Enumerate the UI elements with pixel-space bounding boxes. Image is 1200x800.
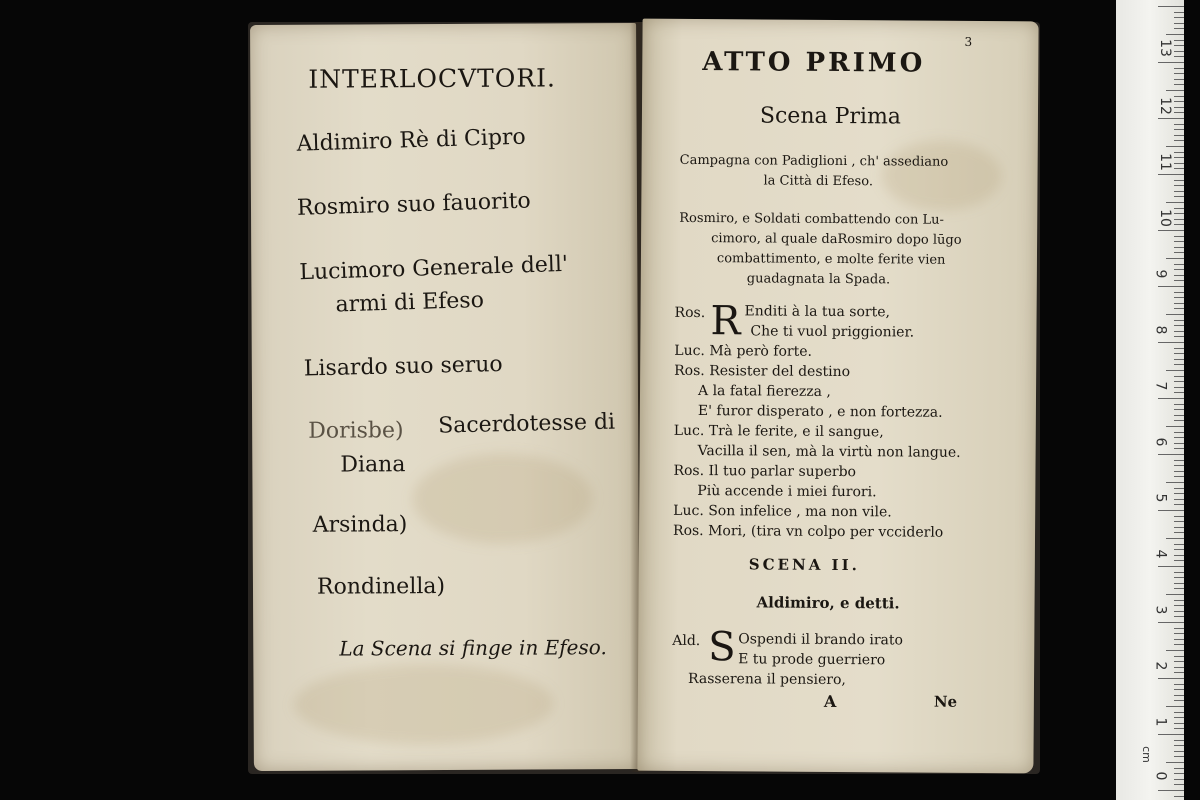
ruler-tick bbox=[1158, 342, 1184, 343]
ruler-tick bbox=[1158, 622, 1184, 623]
ruler-tick bbox=[1174, 252, 1184, 253]
ruler-tick bbox=[1174, 157, 1184, 158]
dialogue-line: Enditi à la tua sorte, bbox=[744, 303, 891, 321]
ruler-tick bbox=[1174, 555, 1184, 556]
dialogue-line: Ros. Mori, (tira vn colpo per vcciderlo bbox=[672, 522, 944, 541]
ruler-tick bbox=[1174, 213, 1184, 214]
paper-stain bbox=[881, 140, 1001, 211]
ruler-tick bbox=[1158, 174, 1184, 175]
ruler-tick bbox=[1174, 40, 1184, 41]
ruler-tick bbox=[1174, 437, 1184, 438]
ruler-tick bbox=[1174, 723, 1184, 724]
ruler-label: 5 bbox=[1152, 493, 1169, 503]
dialogue-line: E tu prode guerriero bbox=[738, 651, 886, 669]
ruler-label: 10 bbox=[1156, 209, 1173, 227]
character-rosmiro: Rosmiro suo fauorito bbox=[296, 188, 532, 221]
ruler-tick bbox=[1174, 768, 1184, 769]
ruler-tick bbox=[1174, 532, 1184, 533]
ruler-tick bbox=[1174, 644, 1184, 645]
dialogue-line: Vacilla il sen, mà la virtù non langue. bbox=[697, 443, 961, 461]
ruler-tick bbox=[1166, 314, 1184, 315]
act-title: ATTO PRIMO bbox=[702, 47, 926, 79]
ruler-tick bbox=[1174, 163, 1184, 164]
ruler-tick bbox=[1174, 303, 1184, 304]
scene-title: Scena Prima bbox=[759, 103, 902, 130]
ruler-tick bbox=[1174, 773, 1184, 774]
scene-ii-title: SCENA II. bbox=[748, 555, 860, 575]
ruler-tick bbox=[1174, 415, 1184, 416]
ruler-tick bbox=[1166, 202, 1184, 203]
dialogue-line: Ros. Il tuo parlar superbo bbox=[673, 462, 857, 481]
ruler-tick bbox=[1174, 51, 1184, 52]
ruler-tick bbox=[1174, 633, 1184, 634]
ruler-tick bbox=[1158, 454, 1184, 455]
ruler-tick bbox=[1174, 275, 1184, 276]
character-dorisbe: Dorisbe) bbox=[308, 418, 404, 444]
scene-ii-characters: Aldimiro, e detti. bbox=[756, 593, 900, 613]
dialogue-line: E' furor disperato , e non fortezza. bbox=[697, 403, 943, 421]
ruler-tick bbox=[1174, 101, 1184, 102]
ruler-tick bbox=[1166, 482, 1184, 483]
ruler-tick bbox=[1174, 269, 1184, 270]
ruler-tick bbox=[1174, 247, 1184, 248]
character-lucimoro: Lucimoro Generale dell' bbox=[299, 251, 569, 286]
ruler-tick bbox=[1166, 90, 1184, 91]
ruler-tick bbox=[1174, 219, 1184, 220]
ruler-tick bbox=[1174, 488, 1184, 489]
ruler-tick bbox=[1174, 611, 1184, 612]
ruler-tick bbox=[1174, 628, 1184, 629]
ruler-tick bbox=[1166, 594, 1184, 595]
ruler-tick bbox=[1174, 45, 1184, 46]
ruler-tick bbox=[1174, 387, 1184, 388]
speaker-tag: Ald. bbox=[672, 632, 701, 650]
stage-direction-line: guadagnata la Spada. bbox=[746, 271, 891, 288]
ruler-tick bbox=[1174, 583, 1184, 584]
character-aldimiro: Aldimiro Rè di Cipro bbox=[296, 124, 527, 157]
ruler-tick bbox=[1174, 465, 1184, 466]
interlocutori-heading: INTERLOCVTORI. bbox=[308, 63, 557, 94]
diana-label: Diana bbox=[340, 452, 406, 478]
ruler-tick bbox=[1166, 762, 1184, 763]
ruler-tick bbox=[1166, 258, 1184, 259]
ruler-tick bbox=[1174, 56, 1184, 57]
ruler-tick bbox=[1174, 404, 1184, 405]
ruler-tick bbox=[1174, 672, 1184, 673]
ruler-tick bbox=[1174, 308, 1184, 309]
ruler-tick bbox=[1174, 241, 1184, 242]
ruler-tick bbox=[1174, 784, 1184, 785]
ruler-label: 9 bbox=[1152, 269, 1169, 279]
ruler-tick bbox=[1174, 168, 1184, 169]
ruler-tick bbox=[1174, 605, 1184, 606]
ruler-tick bbox=[1174, 740, 1184, 741]
ruler-tick bbox=[1174, 616, 1184, 617]
ruler-label: 2 bbox=[1152, 661, 1169, 671]
ruler-tick bbox=[1174, 191, 1184, 192]
ruler-tick bbox=[1174, 376, 1184, 377]
dialogue-line: Più accende i miei furori. bbox=[697, 483, 877, 501]
ruler-tick bbox=[1174, 521, 1184, 522]
ruler-tick bbox=[1174, 689, 1184, 690]
ruler-tick bbox=[1158, 510, 1184, 511]
ruler-tick bbox=[1174, 331, 1184, 332]
ruler-tick bbox=[1174, 185, 1184, 186]
ruler-label: 1 bbox=[1152, 717, 1169, 727]
ruler-tick bbox=[1166, 650, 1184, 651]
catchword: Ne bbox=[933, 692, 958, 711]
ruler-tick bbox=[1174, 224, 1184, 225]
ruler-tick bbox=[1174, 359, 1184, 360]
ruler-tick bbox=[1158, 118, 1184, 119]
ruler-tick bbox=[1174, 572, 1184, 573]
character-lisardo: Lisardo suo seruo bbox=[303, 351, 503, 382]
ruler-tick bbox=[1174, 68, 1184, 69]
left-page bbox=[250, 23, 640, 771]
ruler-tick bbox=[1174, 79, 1184, 80]
ruler-tick bbox=[1174, 381, 1184, 382]
character-lucimoro-cont: armi di Efeso bbox=[335, 287, 485, 318]
ruler-tick bbox=[1174, 84, 1184, 85]
stage-direction-line: combattimento, e molte ferite vien bbox=[716, 251, 946, 268]
ruler-tick bbox=[1166, 426, 1184, 427]
ruler-tick bbox=[1174, 460, 1184, 461]
ruler-tick bbox=[1174, 180, 1184, 181]
scene-location-note: La Scena si finge in Efeso. bbox=[339, 635, 607, 661]
ruler-tick bbox=[1174, 756, 1184, 757]
dialogue-line: Luc. Son infelice , ma non vile. bbox=[673, 502, 892, 521]
ruler-tick bbox=[1174, 409, 1184, 410]
character-arsinda: Arsinda) bbox=[312, 512, 408, 538]
ruler-tick bbox=[1174, 297, 1184, 298]
ruler-tick bbox=[1174, 107, 1184, 108]
ruler-tick bbox=[1174, 152, 1184, 153]
ruler-tick bbox=[1174, 364, 1184, 365]
dialogue-line: Luc. Trà le ferite, e il sangue, bbox=[673, 422, 884, 441]
ruler-tick bbox=[1174, 420, 1184, 421]
ruler-tick bbox=[1174, 661, 1184, 662]
ruler-tick bbox=[1174, 717, 1184, 718]
stage-direction-line: cimoro, al quale daRosmiro dopo lūgo bbox=[711, 231, 962, 248]
ruler-tick bbox=[1174, 443, 1184, 444]
page-number: 3 bbox=[964, 34, 973, 49]
right-page bbox=[637, 19, 1038, 774]
ruler-tick bbox=[1174, 560, 1184, 561]
ruler-tick bbox=[1174, 684, 1184, 685]
ruler-tick bbox=[1174, 751, 1184, 752]
ruler-label: 0 bbox=[1152, 771, 1169, 781]
ruler-tick bbox=[1174, 476, 1184, 477]
ruler-tick bbox=[1158, 734, 1184, 735]
signature-mark: A bbox=[823, 691, 837, 711]
ruler-tick bbox=[1174, 544, 1184, 545]
ruler-tick bbox=[1174, 728, 1184, 729]
ruler-tick bbox=[1174, 516, 1184, 517]
ruler-tick bbox=[1174, 320, 1184, 321]
ruler-tick bbox=[1174, 432, 1184, 433]
setting-line: Campagna con Padiglioni , ch' assediano bbox=[679, 152, 949, 170]
ruler-tick bbox=[1174, 28, 1184, 29]
drop-cap-s: S bbox=[708, 624, 736, 671]
ruler-tick bbox=[1174, 471, 1184, 472]
ruler-tick bbox=[1174, 695, 1184, 696]
ruler-tick bbox=[1174, 236, 1184, 237]
paper-stain bbox=[293, 663, 553, 744]
paper-stain bbox=[412, 453, 592, 544]
ruler-unit: cm bbox=[1139, 746, 1153, 763]
ruler-tick bbox=[1174, 448, 1184, 449]
ruler-tick bbox=[1166, 34, 1184, 35]
ruler-tick bbox=[1174, 336, 1184, 337]
dialogue-line: Che ti vuol priggionier. bbox=[750, 323, 915, 341]
dialogue-line: Luc. Mà però forte. bbox=[674, 342, 813, 360]
ruler-tick bbox=[1174, 196, 1184, 197]
ruler-tick bbox=[1174, 17, 1184, 18]
ruler-tick bbox=[1174, 348, 1184, 349]
dialogue-line: Ospendi il brando irato bbox=[738, 631, 904, 649]
ruler-tick bbox=[1158, 398, 1184, 399]
ruler-tick bbox=[1158, 790, 1184, 791]
ruler-tick bbox=[1166, 146, 1184, 147]
ruler-tick bbox=[1158, 678, 1184, 679]
ruler-label: 6 bbox=[1152, 437, 1169, 447]
ruler-tick bbox=[1174, 96, 1184, 97]
dialogue-line: A la fatal fierezza , bbox=[697, 383, 831, 400]
ruler-tick bbox=[1166, 706, 1184, 707]
ruler-tick bbox=[1174, 129, 1184, 130]
ruler-tick bbox=[1174, 112, 1184, 113]
ruler-tick bbox=[1174, 745, 1184, 746]
ruler-tick bbox=[1174, 527, 1184, 528]
ruler-label: 8 bbox=[1152, 325, 1169, 335]
ruler-tick bbox=[1158, 6, 1184, 7]
speaker-tag: Ros. bbox=[674, 304, 706, 322]
ruler-tick bbox=[1174, 135, 1184, 136]
ruler-tick bbox=[1174, 700, 1184, 701]
ruler-tick bbox=[1174, 280, 1184, 281]
drop-cap-r: R bbox=[710, 298, 741, 345]
ruler-tick bbox=[1174, 588, 1184, 589]
ruler-label: 13 bbox=[1156, 39, 1173, 57]
ruler-tick bbox=[1174, 493, 1184, 494]
ruler-tick bbox=[1166, 370, 1184, 371]
sacerdotesse-label: Sacerdotesse di bbox=[437, 409, 616, 439]
measurement-ruler bbox=[1116, 0, 1184, 800]
ruler-label: 12 bbox=[1156, 97, 1173, 115]
ruler-tick bbox=[1174, 325, 1184, 326]
ruler-tick bbox=[1174, 656, 1184, 657]
ruler-tick bbox=[1174, 140, 1184, 141]
ruler-tick bbox=[1174, 124, 1184, 125]
ruler-tick bbox=[1174, 23, 1184, 24]
ruler-label: 4 bbox=[1152, 549, 1169, 559]
ruler-tick bbox=[1158, 286, 1184, 287]
ruler-label: 3 bbox=[1152, 605, 1169, 615]
ruler-tick bbox=[1158, 230, 1184, 231]
ruler-tick bbox=[1174, 549, 1184, 550]
ruler-tick bbox=[1174, 208, 1184, 209]
ruler-tick bbox=[1174, 353, 1184, 354]
ruler-tick bbox=[1174, 392, 1184, 393]
ruler-tick bbox=[1174, 264, 1184, 265]
ruler-tick bbox=[1174, 577, 1184, 578]
setting-line: la Città di Efeso. bbox=[763, 173, 874, 190]
dialogue-line: Ros. Resister del destino bbox=[674, 362, 851, 381]
ruler-tick bbox=[1174, 600, 1184, 601]
ruler-tick bbox=[1174, 712, 1184, 713]
ruler-label: 7 bbox=[1152, 381, 1169, 391]
ruler-tick bbox=[1174, 292, 1184, 293]
ruler-tick bbox=[1158, 566, 1184, 567]
ruler-tick bbox=[1174, 639, 1184, 640]
ruler-tick bbox=[1174, 504, 1184, 505]
ruler-label: 11 bbox=[1156, 153, 1173, 171]
ruler-tick bbox=[1174, 12, 1184, 13]
ruler-tick bbox=[1166, 538, 1184, 539]
stage-direction-line: Rosmiro, e Soldati combattendo con Lu- bbox=[679, 210, 944, 228]
ruler-tick bbox=[1174, 779, 1184, 780]
ruler-tick bbox=[1174, 667, 1184, 668]
ruler-tick bbox=[1174, 796, 1184, 797]
ruler-tick bbox=[1174, 73, 1184, 74]
dialogue-line: Rasserena il pensiero, bbox=[687, 670, 846, 689]
ruler-tick bbox=[1158, 62, 1184, 63]
ruler-tick bbox=[1174, 499, 1184, 500]
character-rondinella: Rondinella) bbox=[316, 574, 446, 600]
